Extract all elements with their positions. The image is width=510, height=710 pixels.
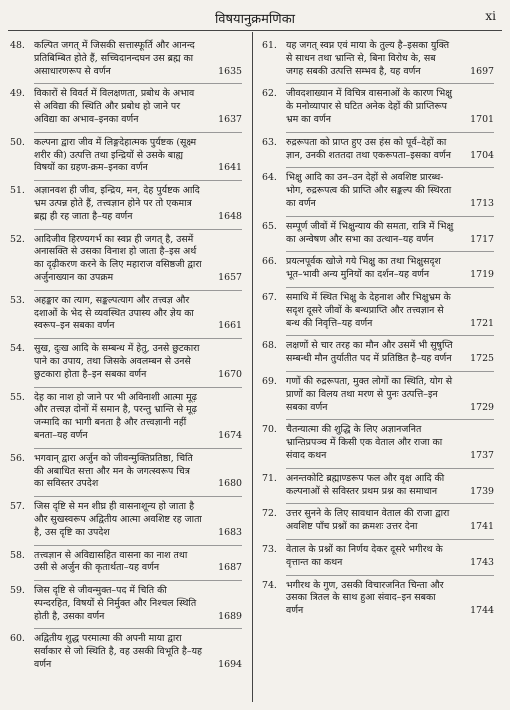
entry-page-number: 1717 bbox=[470, 233, 494, 245]
entry-divider bbox=[286, 468, 494, 469]
entry-title: समाधि में स्थित भिक्षु के देहनाश और भिक्षुभ्रम के सदृश दूसरे जीवों के बन्धप्राप्ति और तत्त्वज्ञान से बन्ध की निवृत्ति–यह वर्णन bbox=[286, 291, 451, 329]
entry-number: 70. bbox=[262, 424, 277, 436]
entry-number: 59. bbox=[10, 585, 25, 597]
entry-title: वेताल के प्रश्नों का निर्णय देकर दूसरे भगीरथ के वृत्तान्त का कथन bbox=[286, 543, 443, 568]
entry-title: कल्पना द्वारा जीव में लिङ्गदेहात्मक पुर्यष्टक (सूक्ष्म शरीर की) उत्पत्ति तथा इन्द्रियों से उसके बाह्य विषयों का ग्रहण-क्रम–इनका वर्णन bbox=[34, 136, 197, 174]
entry-number: 60. bbox=[10, 633, 25, 645]
column-divider bbox=[252, 32, 253, 702]
toc-entry bbox=[262, 508, 494, 534]
entry-number: 50. bbox=[10, 136, 25, 148]
entry-page-number: 1674 bbox=[218, 429, 242, 441]
entry-page-number: 1661 bbox=[218, 320, 242, 332]
entry-page-number: 1694 bbox=[218, 659, 242, 671]
entry-title: यह जगत् स्वप्न एवं माया के तुल्य है–इसका युक्ति से साधन तथा भ्रान्ति से, बिना विरोध के, सब जगह सबकी उत्पत्ति सम्भव है, यह वर्णन bbox=[286, 40, 450, 77]
entry-page-number: 1725 bbox=[470, 353, 494, 365]
entry-title: प्रयत्नपूर्वक खोजे गये भिक्षु का तथा भिक्षुसदृश भूत–भावी अन्य मुनियों का दर्शन–यह वर्णन bbox=[286, 256, 441, 281]
entry-title: रुद्ररूपता को प्राप्त हुए उस हंस को पूर्व–देहों का ज्ञान, उनकी शततदा तथा एकरूपता–इसका वर्णन bbox=[286, 136, 451, 161]
toc-entry bbox=[10, 501, 242, 539]
entry-page-number: 1641 bbox=[218, 162, 242, 174]
entry-page-number: 1697 bbox=[470, 65, 494, 77]
entry-title: चैतन्यात्मा की शुद्धि के लिए अज्ञानजनित भ्रान्तिप्रपञ्च में किसी एक वेताल और राजा का संवाद कथन bbox=[286, 424, 443, 461]
entry-title: गणों की रुद्ररूपता, मुक्त लोगों का स्थिति, योग से प्राणों का विलय तथा मरण से पुनः उत्पत्ति–इन सबका वर्णन bbox=[286, 375, 453, 413]
toc-entry bbox=[10, 392, 242, 443]
toc-entry bbox=[262, 340, 494, 366]
entry-title: जीवदशाख्यान में विचित्र वासनाओं के कारण भिक्षु के मनोव्यापार से घटित अनेक देहों की प्राप्तिरूप भ्रम का वर्णन bbox=[286, 88, 452, 125]
entry-page-number: 1657 bbox=[218, 271, 242, 283]
entry-divider bbox=[34, 448, 242, 449]
toc-entry bbox=[262, 88, 494, 126]
entry-number: 64. bbox=[262, 172, 277, 184]
entry-divider bbox=[34, 290, 242, 291]
entry-title: अज्ञानवश ही जीव, इन्द्रिय, मन, देह पुर्यष्टक आदि भ्रम उत्पन्न होते हैं, तत्त्वज्ञान होने पर तो एकमात्र ब्रह्म ही रह जाता है–यह वर्णन bbox=[34, 185, 200, 222]
toc-entry bbox=[10, 343, 242, 381]
entry-title: जिस दृष्टि से जीवन्मुक्त–पद में चिति की स्पन्दरहित, विषयों से निर्मुक्त और निश्चल स्थिति होती है, उसका वर्णन bbox=[34, 585, 197, 622]
entry-divider bbox=[286, 167, 494, 168]
entry-title: सम्पूर्ण जीवों में भिक्षुन्याय की समता, रात्रि में भिक्षु का अन्वेषण और सभा का उत्थान–यह वर्णन bbox=[286, 220, 454, 245]
entry-divider bbox=[34, 338, 242, 339]
toc-entry bbox=[10, 88, 242, 126]
toc-entry bbox=[10, 137, 242, 175]
entry-title: तत्त्वज्ञान से अविद्यासहित वासना का नाश तथा उसी से अर्जुन की कृतार्थता–यह वर्णन bbox=[34, 549, 188, 574]
entry-number: 56. bbox=[10, 452, 25, 464]
entry-divider bbox=[34, 628, 242, 629]
entry-title: भगवान् द्वारा अर्जुन को जीवन्मुक्तिप्रतिष्ठा, चिति की अबाधित सत्ता और मन के जगत्स्वरूप चित्र का सविस्तर उपदेश bbox=[34, 452, 193, 490]
toc-entry bbox=[10, 453, 242, 491]
right-column bbox=[262, 40, 494, 618]
entry-divider bbox=[286, 251, 494, 252]
entry-divider bbox=[34, 132, 242, 133]
entry-number: 69. bbox=[262, 375, 277, 387]
entry-title: अद्वितीय शुद्ध परमात्मा की अपनी माया द्वारा सर्वाकार से जो स्थिति है, वह उसकी विभूति है–यह वर्णन bbox=[34, 633, 202, 671]
entry-page-number: 1637 bbox=[218, 113, 242, 125]
left-column bbox=[10, 40, 242, 672]
entry-divider bbox=[34, 580, 242, 581]
page-header bbox=[0, 0, 510, 34]
entry-number: 57. bbox=[10, 501, 25, 513]
toc-entry bbox=[262, 376, 494, 414]
entry-number: 66. bbox=[262, 256, 277, 268]
entry-divider bbox=[34, 387, 242, 388]
page-title: विषयानुक्रमणिका bbox=[214, 12, 296, 27]
entry-divider bbox=[286, 335, 494, 336]
entry-number: 67. bbox=[262, 291, 277, 303]
entry-divider bbox=[34, 496, 242, 497]
entry-page-number: 1680 bbox=[218, 478, 242, 490]
entry-number: 63. bbox=[262, 136, 277, 148]
entry-page-number: 1729 bbox=[470, 401, 494, 413]
toc-entry bbox=[10, 185, 242, 223]
toc-entry bbox=[10, 585, 242, 623]
entry-number: 52. bbox=[10, 233, 25, 245]
entry-number: 55. bbox=[10, 391, 25, 403]
entry-number: 51. bbox=[10, 185, 25, 197]
entry-page-number: 1701 bbox=[470, 113, 494, 125]
entry-divider bbox=[286, 419, 494, 420]
entry-divider bbox=[286, 216, 494, 217]
entry-title: लक्षणों से चार तरह का मौन और उसमें भी सुषुप्ति सम्बन्धी मौन तुर्यातीत पद में प्रतिष्ठित है–यह वर्णन bbox=[286, 340, 453, 365]
entry-page-number: 1689 bbox=[218, 610, 242, 622]
entry-divider bbox=[286, 371, 494, 372]
toc-entry bbox=[262, 256, 494, 282]
entry-number: 58. bbox=[10, 549, 25, 561]
entry-number: 68. bbox=[262, 340, 277, 352]
toc-entry bbox=[10, 295, 242, 333]
entry-number: 72. bbox=[262, 508, 277, 520]
entry-divider bbox=[286, 132, 494, 133]
entry-number: 71. bbox=[262, 472, 277, 484]
entry-title: कल्पित जगत् में जिसकी सत्तास्फूर्ति और आनन्द प्रतिबिम्बित होते हैं, सच्चिदानन्दघन उस ब्रह्म का असाधारणरूप से वर्णन bbox=[34, 40, 195, 77]
entry-page-number: 1741 bbox=[470, 521, 494, 533]
entry-title: भिक्षु आदि का उन–उन देहों से अवशिष्ट प्रारब्ध-भोग, रुद्ररूपत्व की प्राप्ति और सङ्कल्प की स्थिरता का वर्णन bbox=[286, 172, 452, 209]
entry-number: 54. bbox=[10, 343, 25, 355]
entry-page-number: 1744 bbox=[470, 605, 494, 617]
entry-divider bbox=[286, 83, 494, 84]
entry-divider bbox=[286, 575, 494, 576]
entry-divider bbox=[286, 287, 494, 288]
toc-entry bbox=[10, 234, 242, 285]
entry-number: 62. bbox=[262, 88, 277, 100]
toc-entry bbox=[262, 544, 494, 570]
entry-title: सुख, दुःख आदि के सम्बन्ध में हेतु, उनसे छुटकारा पाने का उपाय, तथा जिसके अवलम्बन से उनसे छुटकारा होता है–इन सबका वर्णन bbox=[34, 343, 200, 380]
entry-title: जिस दृष्टि से मन शीघ्र ही वासनाशून्य हो जाता है और सुखस्वरूप अद्वितीय आत्मा अवशिष्ट रह जाता है, उस दृष्टि का उपदेश bbox=[34, 501, 202, 538]
entry-number: 48. bbox=[10, 40, 25, 51]
toc-entry bbox=[262, 580, 494, 618]
entry-page-number: 1719 bbox=[470, 269, 494, 281]
entry-page-number: 1648 bbox=[218, 210, 242, 222]
entry-page-number: 1704 bbox=[470, 149, 494, 161]
toc-entry bbox=[10, 40, 242, 78]
toc-entry bbox=[262, 40, 494, 78]
entry-page-number: 1687 bbox=[218, 562, 242, 574]
entry-number: 53. bbox=[10, 294, 25, 306]
entry-number: 73. bbox=[262, 543, 277, 555]
entry-page-number: 1743 bbox=[470, 556, 494, 568]
entry-divider bbox=[34, 545, 242, 546]
entry-title: विकारों से विवर्त में विलक्षणता, प्रबोध के अभाव से अविद्या की स्थिति और प्रबोध हो जाने पर अविद्या का अभाव–इनका वर्णन bbox=[34, 88, 195, 125]
entry-divider bbox=[34, 229, 242, 230]
entry-page-number: 1737 bbox=[470, 449, 494, 461]
toc-entry bbox=[10, 550, 242, 576]
entry-page-number: 1670 bbox=[218, 368, 242, 380]
entry-title: अनन्तकोटि ब्रह्माण्डरूप फल और वृक्ष आदि की कल्पनाओं से सविस्तर प्रथम प्रश्न का समाधान bbox=[286, 472, 445, 497]
toc-entry bbox=[262, 137, 494, 163]
entry-page-number: 1721 bbox=[470, 317, 494, 329]
toc-entry bbox=[262, 424, 494, 462]
entry-title: देह का नाश हो जाने पर भी अविनाशी आत्मा मूढ़ और तत्त्वज्ञ दोनों में समान है, परन्तु भ्रान्ति से मूढ़ जन्मादि का भागी बनता है और तत्त्वज्ञानी नहीं बनता–यह वर्णन bbox=[34, 391, 197, 441]
entry-number: 49. bbox=[10, 88, 25, 100]
toc-entry bbox=[262, 221, 494, 247]
entry-number: 74. bbox=[262, 579, 277, 591]
entry-page-number: 1739 bbox=[470, 485, 494, 497]
header-divider bbox=[8, 30, 502, 31]
toc-entry bbox=[262, 473, 494, 499]
toc-entry bbox=[262, 172, 494, 210]
entry-title: उत्तर सुनने के लिए सावधान वेताल की राजा द्वारा अवशिष्ट पाँच प्रश्नों का क्रमशः उत्तर देना bbox=[286, 508, 450, 533]
entry-title: अहङ्कार का त्याग, सङ्कल्पत्याग और तत्त्वज्ञ और दशाओं के भेद से व्यवस्थित उपास्य और ज्ञेय का स्वरूप–इन सबका वर्णन bbox=[34, 294, 194, 332]
entry-page-number: 1713 bbox=[470, 197, 494, 209]
entry-title: आदिजीव हिरण्यगर्भ का स्वप्न ही जगत् है, उसमें अनासक्ति से उसका विनाश हो जाता है–इस अर्थ का दृढ़ीकरण करने के लिए महाराज वसिष्ठजी द्वारा अर्जुनाख्यान का उपक्रम bbox=[34, 233, 202, 283]
toc-entry bbox=[10, 633, 242, 671]
entry-divider bbox=[34, 83, 242, 84]
entry-number: 65. bbox=[262, 220, 277, 232]
entry-divider bbox=[286, 539, 494, 540]
entry-page-number: 1635 bbox=[218, 65, 242, 77]
entry-number: 61. bbox=[262, 40, 277, 51]
page-number: xi bbox=[485, 9, 496, 23]
entry-divider bbox=[34, 180, 242, 181]
entry-page-number: 1683 bbox=[218, 526, 242, 538]
toc-entry bbox=[262, 292, 494, 330]
entry-divider bbox=[286, 503, 494, 504]
entry-title: भगीरथ के गुण, उसकी विचारजनित चिन्ता और उसका त्रितल के साथ हुआ संवाद–इन सबका वर्णन bbox=[286, 579, 444, 617]
